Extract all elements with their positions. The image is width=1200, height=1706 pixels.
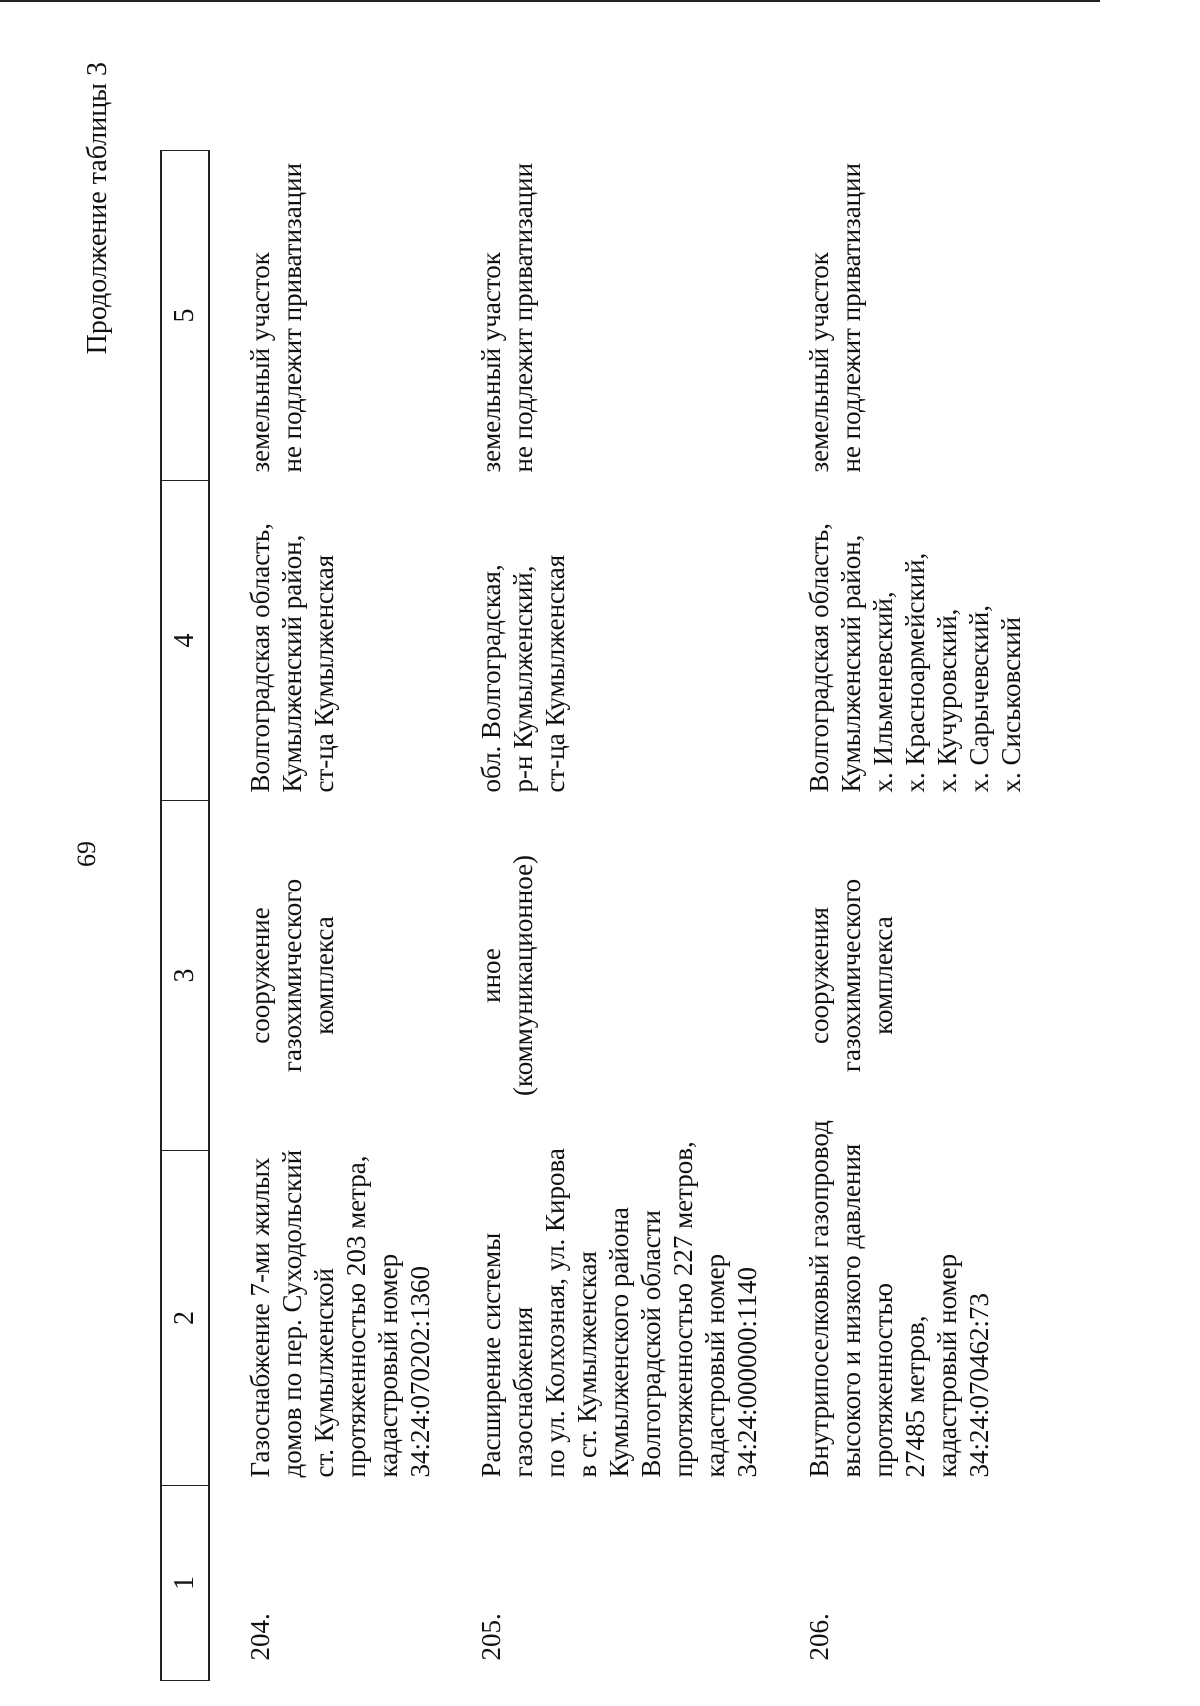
purpose-line: сооружения [804, 907, 834, 1044]
note-line: не подлежит приватизации [836, 162, 866, 473]
address-line: х. Сарычевский, [964, 604, 994, 793]
object-name-line: 34:24:070202:1360 [405, 1265, 435, 1478]
note-line: земельный участок [245, 252, 275, 473]
column-header: 5 [161, 151, 209, 481]
address-line: ст-ца Кумылженская [540, 554, 570, 793]
object-name-cell [763, 1120, 1027, 1486]
table-row [441, 151, 763, 1681]
object-name-line: в ст. Кумылженская [572, 1251, 602, 1478]
row-number-text: 204. [245, 1613, 275, 1661]
row-number [441, 1486, 763, 1681]
page-number: 69 [72, 841, 101, 867]
address-line: Волгоградская область, [804, 522, 834, 793]
address-cell [209, 481, 441, 801]
row-number [763, 1486, 1027, 1681]
object-name-line: по ул. Колхозная, ул. Кирова [540, 1148, 570, 1478]
address-line: Волгоградская область, [245, 522, 275, 793]
object-name-cell [441, 1141, 763, 1486]
row-number-text: 205. [476, 1613, 506, 1661]
object-name-line: 34:24:000000:1140 [732, 1266, 762, 1478]
purpose-line: газохимического [277, 878, 307, 1073]
row-number [209, 1486, 441, 1681]
note-cell [209, 151, 441, 481]
row-number-text: 206. [804, 1613, 834, 1661]
address-line: ст-ца Кумылженская [309, 554, 339, 793]
object-name-line: домов по пер. Суходольский [277, 1149, 307, 1478]
address-line: х. Сиськовский [996, 616, 1026, 793]
object-name-line: Внутрипоселковый газопровод [804, 1120, 834, 1478]
address-line: х. Ильменевский, [868, 591, 898, 793]
table-row [209, 151, 441, 1681]
object-name-line: 27485 метров, [900, 1315, 930, 1478]
purpose-line: (коммуникационное) [508, 854, 538, 1097]
object-name-line: 34:24:070462:73 [964, 1292, 994, 1478]
column-header: 3 [161, 801, 209, 1151]
object-name-line: Расширение системы [476, 1232, 506, 1478]
table-caption: Продолжение таблицы 3 [82, 62, 113, 355]
note-line: не подлежит приватизации [508, 162, 538, 473]
address-line: р-н Кумылженский, [508, 565, 538, 793]
address-line: Кумылженский район, [836, 534, 866, 793]
column-header: 1 [161, 1486, 209, 1681]
object-name-line: газоснабжения [508, 1306, 538, 1478]
purpose-line: сооружение [245, 907, 275, 1044]
object-name-cell [209, 1151, 441, 1486]
purpose-line: комплекса [309, 916, 339, 1035]
note-line: не подлежит приватизации [277, 162, 307, 473]
table-row [763, 151, 1027, 1681]
note-cell [441, 151, 763, 481]
purpose-cell [763, 801, 1027, 1151]
column-header: 4 [161, 481, 209, 801]
address-line: х. Кучуровский, [932, 608, 962, 793]
object-name-line: Газоснабжение 7-ми жилых [245, 1157, 275, 1478]
object-name-line: протяженностью 203 метра, [341, 1155, 371, 1478]
object-name-line: кадастровый номер [932, 1253, 962, 1478]
object-name-line: кадастровый номер [373, 1253, 403, 1478]
purpose-cell [441, 801, 763, 1151]
address-line: х. Красноармейский, [900, 552, 930, 793]
note-line: земельный участок [804, 252, 834, 473]
note-line: земельный участок [476, 252, 506, 473]
object-name-line: протяженностью [868, 1282, 898, 1478]
address-cell [763, 481, 1027, 801]
object-name-line: протяженностью 227 метров, [668, 1141, 698, 1478]
object-name-line: кадастровый номер [700, 1253, 730, 1478]
object-name-line: ст. Кумылженской [309, 1268, 339, 1478]
object-name-line: Волгоградской области [636, 1209, 666, 1478]
object-name-line: высокого и низкого давления [836, 1143, 866, 1478]
header-row [161, 151, 209, 1681]
address-cell [441, 481, 763, 801]
object-name-line: Кумылженского района [604, 1207, 634, 1478]
address-line: Кумылженский район, [277, 534, 307, 793]
purpose-line: комплекса [868, 916, 898, 1035]
purpose-cell [209, 801, 441, 1151]
note-cell [763, 151, 1027, 481]
purpose-line: иное [476, 948, 506, 1003]
column-header: 2 [161, 1151, 209, 1486]
purpose-line: газохимического [836, 878, 866, 1073]
address-line: обл. Волгоградская, [476, 564, 506, 793]
property-table [160, 150, 1027, 1681]
